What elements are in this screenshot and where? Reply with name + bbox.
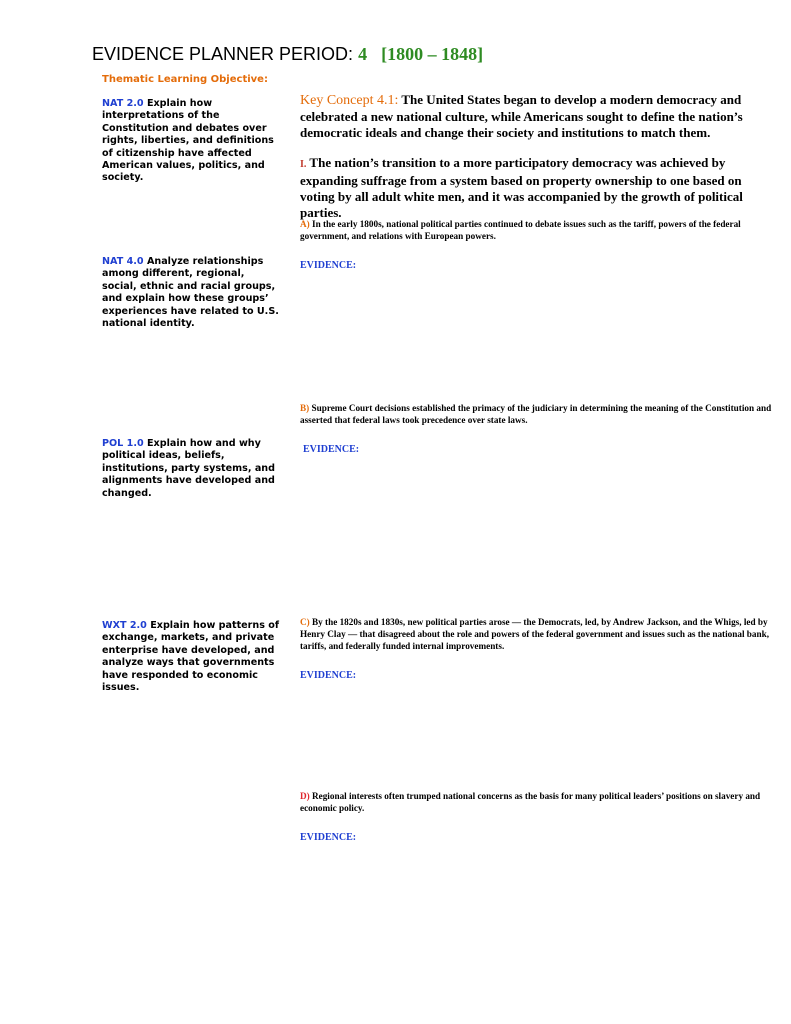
point-letter: A) [300, 219, 310, 229]
objective-pol-1 [102, 438, 282, 500]
objective-code: NAT 4.0 [102, 256, 144, 267]
evidence-label-d: EVIDENCE: [300, 832, 357, 843]
point-c [300, 616, 775, 652]
evidence-label-b: EVIDENCE: [303, 444, 360, 455]
period-years: [1800 – 1848] [381, 44, 484, 64]
objective-nat-4 [102, 256, 282, 330]
point-letter: B) [300, 403, 310, 413]
point-letter: D) [300, 791, 310, 801]
point-d [300, 790, 775, 814]
key-concept-label: Key Concept 4.1: [300, 93, 399, 108]
period-number: 4 [358, 44, 368, 64]
objective-code: WXT 2.0 [102, 620, 147, 631]
section-numeral: I. [300, 159, 307, 170]
point-text: By the 1820s and 1830s, new political parties arose — the Democrats, led, by Andrew Jackson, and the Whigs, led by Henry Clay — that disagreed about the role and powers of the federal government and issues such as the national bank, tariffs, and federally funded internal improvements. [300, 617, 770, 651]
section-text: The nation’s transition to a more participatory democracy was achieved by expanding suffrage from a system based on property ownership to one based on voting by all adult white men, and it was accompanied by the growth of political parties. [300, 155, 743, 220]
point-b [300, 402, 775, 426]
point-a [300, 218, 775, 242]
point-letter: C) [300, 617, 310, 627]
thematic-objective-heading: Thematic Learning Objective: [102, 74, 268, 85]
objective-text: Explain how interpretations of the Constitution and debates over rights, liberties, and definitions of citizenship have affected American values, politics, and society. [102, 98, 274, 184]
key-concept-text: The United States began to develop a modern democracy and celebrated a new national culture, while Americans sought to define the nation’s democratic ideals and change their society and institutions to match them. [300, 92, 743, 140]
objective-nat-2 [102, 98, 282, 185]
evidence-label-c: EVIDENCE: [300, 670, 357, 681]
objective-code: NAT 2.0 [102, 98, 144, 109]
key-concept [300, 92, 770, 141]
objective-text: Analyze relationships among different, regional, social, ethnic and racial groups, and explain how these groups’ experiences have related to U.S. national identity. [102, 256, 279, 330]
title-text: EVIDENCE PLANNER PERIOD: [92, 44, 354, 64]
section-i [300, 155, 770, 221]
objective-text: Explain how patterns of exchange, markets, and private enterprise have developed, and analyze ways that governments have responded to economic issues. [102, 620, 280, 694]
point-text: Regional interests often trumped national concerns as the basis for many political leaders’ positions on slavery and economic policy. [300, 791, 761, 813]
point-text: Supreme Court decisions established the primacy of the judiciary in determining the meaning of the Constitution and asserted that federal laws took precedence over state laws. [300, 403, 772, 425]
objective-text: Explain how and why political ideas, beliefs, institutions, party systems, and alignments have developed and changed. [102, 438, 275, 499]
page-title [92, 44, 483, 65]
objective-wxt-2 [102, 620, 282, 694]
evidence-label-a: EVIDENCE: [300, 260, 357, 271]
point-text: In the early 1800s, national political parties continued to debate issues such as the tariff, powers of the federal government, and relations with European powers. [300, 219, 741, 241]
objective-code: POL 1.0 [102, 438, 144, 449]
